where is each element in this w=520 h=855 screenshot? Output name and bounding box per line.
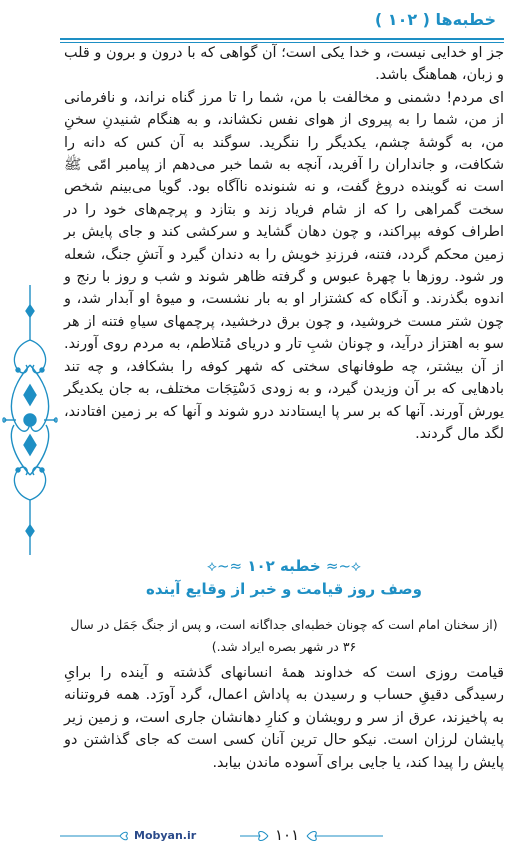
footer-ornament-icon <box>305 826 383 846</box>
header-rule <box>60 38 504 40</box>
ornament-left-icon: ⟡~≈ <box>325 557 361 575</box>
page-number: ۱۰۱ <box>275 826 300 844</box>
passage-two <box>64 662 504 774</box>
page-footer <box>60 826 380 848</box>
section-intro: (از سخنان امام است که چونان خطبه‌ای جداگانه است، و پس از جنگ جَمَل در سال ۳۶ در شهر بصره ایراد شد.) <box>70 617 498 654</box>
section-heading <box>64 555 504 601</box>
site-watermark: Mobyan.ir <box>134 829 197 842</box>
section-title: وصف روز قیامت و خبر از وقایع آینده <box>145 580 422 598</box>
floral-ornament-icon <box>2 285 58 555</box>
passage-one <box>64 42 504 445</box>
section-number: خطبه ۱۰۲ <box>247 557 321 575</box>
page-header <box>60 6 504 36</box>
footer-ornament-icon <box>60 826 132 846</box>
ornament-right-icon: ≈~⟡ <box>207 557 243 575</box>
header-title: خطبه‌ها ( ۱۰۲ ) <box>374 10 496 29</box>
paragraph: قیامت روزی است که خداوند همهٔ انسانهای گذشته و آینده را برایِ رسیدگی دقیقِ حساب و رسیدن به پاداش اعمال، گرد آورَد. همه فروتنانه به پاخیزند، عرق از سر و رویشان و کنارِ دهانشان جاری است، و زمین زیر پایشان لرزان است. نیکو حال ترین آنان کسی است که جای گذاشتن دو پایش را پیدا کند، یا جایی برای آسوده ماندن بیابد. <box>64 665 504 771</box>
section-number-line <box>64 555 504 577</box>
footer-ornament-icon <box>240 826 270 846</box>
paragraph: جز او خدایی نیست، و خدا یکی است؛ آن گواهی که با درون و برون و قلب و زبان، هماهنگ باشد. <box>64 45 504 84</box>
paragraph: ای مردم! دشمنی و مخالفت با من، شما را تا مرز گناه نراند، و نافرمانی از من، شما را به پیروی از هوای نفس نکشاند، و به هنگام شنیدنِ سخنِ من، به گوشهٔ چشم، یکدیگر را ننگرید. سوگند به آن کس که دانه را شکافت، و جانداران را آفرید، آنچه به شما خبر می‌دهم از پیامبر امّی ﷺ است نه گوینده دروغ گفت، و نه شنونده ناآگاه بود. گویا می‌بینم شخص سخت گمراهی را که از شام فریاد زند و بتازد و پرچم‌های خود را در اطراف کوفه بپراکند، و چون دهان گشاید و سرکشی کند و جای پایش بر زمین محکم گردد، فتنه، فرزندِ خویش را به دندان گیرد و آتشِ جنگ، شعله ور شود. روزها با چهرهٔ عبوس و گرفته ظاهر شوند و شب و روز با رنج و اندوه بگذرند. و آنگاه که کشتزار او به بار نشست، و میوهٔ او آبدار شد، و چون شتر مست خروشید، و چون برق درخشید، پرچمهای سیاهِ فتنه از هر سو به اهتزاز درآید، و چونان شبِ تار و دریای مُتلاطم، به مردم روی آورند. از آن بیشتر، چه طوفانهای سختی که شهر کوفه را بشکافد، و چه تند بادهایی که بر آن وزیدن گیرد، و به زودی دَسْتِجَات مختلف، به جان یکدیگر یورش آورند. آنها که بر سر پا ایستادند درو شوند و آنها که بر زمین افتادند، لگد مال گردند. <box>64 89 504 442</box>
